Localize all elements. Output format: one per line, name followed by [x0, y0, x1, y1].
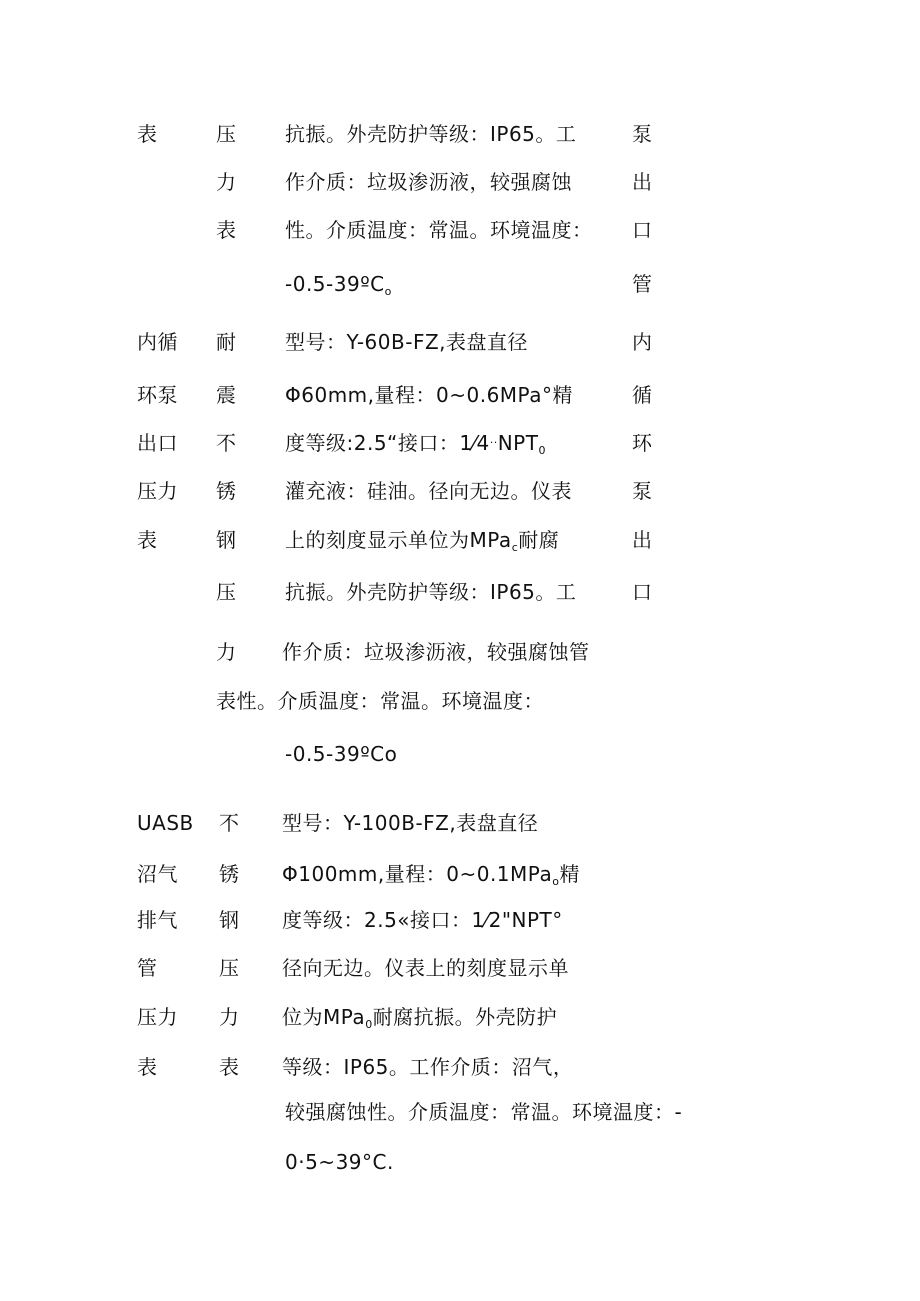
b2-c2-line-5: 钢	[216, 528, 237, 552]
b1-c1-line-1: 表	[137, 122, 158, 146]
b2-c2-line-7: 力	[216, 640, 237, 664]
b2-c3-line-5-sub: c	[511, 541, 519, 554]
b2-c3-line-3-tail: NPT	[497, 431, 539, 455]
b3-c3-line-1: 型号：Y-100B-FZ,表盘直径	[282, 811, 539, 835]
b2-c4-line-3: 环	[632, 431, 653, 455]
b2-c3-line-5-text: 上的刻度显示单位为MPa	[285, 528, 512, 552]
b3-c3-line-4: 径向无边。仪表上的刻度显示单	[282, 956, 569, 980]
b3-c2-line-3: 钢	[219, 908, 240, 932]
b3-c1-line-5: 压力	[137, 1005, 178, 1029]
b2-c3-line-3-sub: 0	[538, 444, 546, 457]
b2-c4-line-5: 出	[632, 528, 653, 552]
b3-c1-line-6: 表	[137, 1055, 158, 1079]
b2-c3-line-4: 灌充液：硅油。径向无边。仪表	[285, 479, 572, 503]
b3-c3-line-5-sub: 0	[365, 1018, 373, 1031]
b2-c1-line-3: 出口	[137, 431, 178, 455]
b3-c3-line-8: 0·5~39°C.	[285, 1150, 394, 1174]
b2-c1-line-4: 压力	[137, 479, 178, 503]
b3-c3-line-2-sub: o	[552, 875, 560, 888]
b3-c3-line-7: 较强腐蚀性。介质温度：常温。环境温度：-	[285, 1100, 683, 1124]
b1-c2-line-2: 力	[216, 170, 237, 194]
b3-c3-line-6: 等级：IP65。工作介质：沼气，	[282, 1055, 574, 1079]
b1-c4-line-1: 泵	[632, 122, 653, 146]
b2-c3-line-5	[285, 528, 559, 552]
b1-c3-line-4	[285, 272, 392, 296]
b2-c3-line-7: 作介质：垃圾渗沥液，较强腐蚀管	[282, 640, 590, 664]
b3-c2-line-1: 不	[219, 811, 240, 835]
b1-c2-line-1: 压	[216, 122, 237, 146]
b2-c3-line-2: Φ60mm,量程：0~0.6MPa°精	[285, 383, 573, 407]
b1-c4-line-3: 口	[632, 218, 653, 242]
b2-c2-merged-line: 表性。介质温度：常温。环境温度：	[216, 689, 544, 713]
b1-c2-line-3: 表	[216, 218, 237, 242]
b2-c4-line-1: 内	[632, 330, 653, 354]
b2-c2-line-2: 震	[216, 383, 237, 407]
b2-c4-line-4: 泵	[632, 479, 653, 503]
b1-c3-line-4-sub: o	[384, 285, 392, 298]
b2-c3-line-3	[285, 431, 546, 455]
b2-c3-line-5-tail: 耐腐	[518, 528, 560, 552]
b3-c1-line-4: 管	[137, 956, 158, 980]
b1-c4-line-4: 管	[632, 272, 653, 296]
b3-c2-line-6: 表	[219, 1055, 240, 1079]
b3-c3-line-5-text: 位为MPa	[282, 1005, 366, 1029]
b3-c3-line-5-tail: 耐腐抗振。外壳防护	[372, 1005, 558, 1029]
b3-c2-line-2: 锈	[219, 862, 240, 886]
b3-c3-line-2-tail: 精	[559, 862, 580, 886]
b2-c3-line-3-sup: ··	[489, 436, 498, 449]
b1-c3-line-4-text: -0.5-39ºC	[285, 272, 385, 296]
b2-c1-line-2: 环泵	[137, 383, 178, 407]
b2-c3-line-8: -0.5-39ºCo	[285, 742, 398, 766]
b3-c3-line-2	[282, 862, 580, 886]
b2-c2-line-4: 锈	[216, 479, 237, 503]
b1-c3-line-1: 抗振。外壳防护等级：IP65。工	[285, 122, 577, 146]
b3-c3-line-5	[282, 1005, 557, 1029]
b3-c1-line-3: 排气	[137, 908, 178, 932]
b2-c4-line-6: 口	[632, 580, 653, 604]
b2-c3-line-6: 抗振。外壳防护等级：IP65。工	[285, 580, 577, 604]
b3-c2-line-4: 压	[219, 956, 240, 980]
b2-c2-line-1: 耐	[216, 330, 237, 354]
b2-c1-line-1: 内循	[137, 330, 178, 354]
b2-c1-line-5: 表	[137, 528, 158, 552]
b3-c3-line-3: 度等级：2.5«接口：1⁄2"NPT°	[282, 908, 563, 932]
b1-c3-line-2: 作介质：垃圾渗沥液，较强腐蚀	[285, 170, 572, 194]
b2-c2-line-3: 不	[216, 431, 237, 455]
b3-c1-line-2: 沼气	[137, 862, 178, 886]
b3-c1-line-1: UASB	[137, 811, 194, 835]
b1-c4-line-2: 出	[632, 170, 653, 194]
b3-c3-line-2-text: Φ100mm,量程：0~0.1MPa	[282, 862, 553, 886]
b3-c2-line-5: 力	[219, 1005, 240, 1029]
b1-c3-line-3: 性。介质温度：常温。环境温度：	[285, 218, 593, 242]
b2-c3-line-1: 型号：Y-60B-FZ,表盘直径	[285, 330, 529, 354]
b2-c3-line-3-text: 度等级:2.5“接口：1⁄4	[285, 431, 490, 455]
b2-c4-line-2: 循	[632, 383, 653, 407]
b2-c2-line-6: 压	[216, 580, 237, 604]
